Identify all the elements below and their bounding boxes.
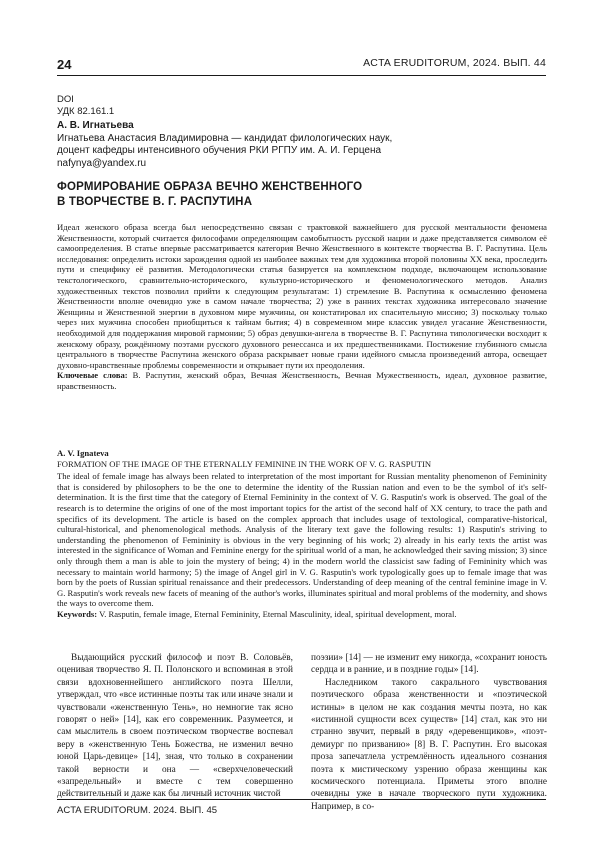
keywords-ru-label: Ключевые слова: [57,370,128,381]
body-column-left [57,652,293,801]
abstract-en [57,448,547,620]
article-title-line1: ФОРМИРОВАНИЕ ОБРАЗА ВЕЧНО ЖЕНСТВЕННОГО [57,181,363,193]
keywords-en: V. Rasputin, female image, Eternal Femininity, Eternal Masculinity, ideal, spiritual development, moral. [97,608,457,619]
abstract-ru-text: Идеал женского образа всегда был непосредственно связан с трактовкой важнейшего для русской ментальности феномена Женственности, который считается философами определяющим самобытность русской нации и даже представляется символом её самоопределения. В статье впервые рассматривается категория Вечно Женственного в контексте творчества В. Г. Распутина. Цель исследования: определить истоки зарождения одной из наиболее важных тем для художника второй половины XX века, проследить пути и специфику её развития. Методологически статья базируется на комплексном подходе, включающем использование текстологического, сравнительно-исторического, культурно-исторического и феноменологического методов. Анализ художественных текстов позволил прийти к следующим результатам: 1) стремление В. Распутина к осмыслению феномена Женственности вполне очевидно уже в самом начале творчества; 2) уже в ранних текстах художника интересовало значение Женщины и Женственной энергии в духовном мире мужчины, он констатировал их спасительную миссию; 3) поскольку только через них мужчина способен приобщиться к тайнам бытия; 4) в современном мире классик увидел угасание Женственности, необходимой для поддержания мировой гармонии; 5) образ девушки-ангела в творчестве В. Г. Распутина типологически восходит к женскому образу, рождённому поэтами русского духовного ренессанса и их предшественниками. Постижение глубинного смысла центрального в творчестве Распутина женского образа раскрывает новые грани идейного смысла произведений автора, освещает духовно-нравственные проблемы современности и открывает пути их преодоления. [57,222,547,370]
keywords-ru: В. Распутин, женский образ, Вечная Женственность, Вечная Мужественность, идеал, духовное развитие, нравственность. [57,370,547,391]
page-footer: ACTA ERUDITORUM. 2024. ВЫП. 45 [57,805,218,816]
doi-label: DOI [57,94,74,105]
en-abstract-text: The ideal of female image has always been related to interpretation of the most important for Russian mentality phenomenon of Femininity that is considered by philosophers to be the one to determine the identity of the Russian nation and even to be the symbol of it's self-determination. It is the first time that the category of Eternal Femininity in the context of V. G. Rasputin's work is observed. The goal of the research is to determine the origins of one of the most important topics for the artist of the second half of XX century, to trace the path and specifics of its development. The article is based on the complex approach that includes usage of textological, comparative-historical, cultural-historical, and phenomenological methods. Analysis of the literary text gave the following results: 1) Rasputin's striving to understanding the phenomenon of Femininity is obvious in the very beginning of his work; 2) already in his early texts the artist was interested in the significance of Woman and Feminine energy for the spiritual world of a man, he acknowledged their saving mission; 3) since only through them a man is able to join the mystery of being; 4) in the modern world the classicist saw fading of Femininity which was necessary to maintain world harmony; 5) the image of Angel girl in V. G. Rasputin's work typologically goes up to female image that was born by the poets of Russian spiritual renaissance and their predecessors. Understanding of deep meaning of the central feminine image in V. G. Rasputin's work reveals new facets of meaning of the author's works, illuminates spiritual and moral problems of the modernity, and shows the ways to overcome them. [57,471,547,609]
author-short-name: А. В. Игнатьева [57,120,134,131]
body-paragraph: поэзии» [14] — не изменит ему никогда, «сохранит юность сердца и в ранние, и в поздние годы» [14]. [311,653,547,676]
article-meta [57,94,114,118]
author-affiliation-line2: доцент кафедры интенсивного обучения РКИ РГПУ им. А. И. Герцена [57,145,382,156]
en-author: A. V. Ignateva [57,448,109,458]
page-number: 24 [57,57,72,72]
en-abstract-body [57,471,547,619]
en-title: FORMATION OF THE IMAGE OF THE ETERNALLY FEMININE IN THE WORK OF V. G. RASPUTIN [57,458,432,469]
article-title-line2: В ТВОРЧЕСТВЕ В. Г. РАСПУТИНА [57,196,253,208]
running-head: ACTA ERUDITORUM, 2024. ВЫП. 44 [363,57,546,69]
footer-rule [57,799,546,800]
author-email[interactable]: nafynya@yandex.ru [57,157,147,169]
body-paragraph: Выдающийся русский философ и поэт В. Соловьёв, оценивая творчество Я. П. Полонского и вспоминая в этой связи вдохновеннейшего английского поэта Шелли, утверждал, что «все истинные поэты так или иначе знали и чувствовали «женственную Тень», но немногие так ясно говорят о ней» [14], как его современник. Разумеется, и сам мыслитель в своем поэтическом творчестве воспевал веру в «женственную Тень Божества, не изменил вечно юной Царь-девице» [14], зная, что только в сохранении такой верности и она — «сверхчеловеческий «запредельный» и вместе с тем совершенно действительный и даже как бы личный источник чистой [57,653,293,800]
article-title [57,180,362,210]
body-column-right [311,652,547,813]
body-paragraph: Наследником такого сакрального чувствования поэтического образа женственности и «поэтической истины» в целом не как создания мечты поэта, но как «истинной сущности всех существ» [14] стал, как это ни странно звучит, первый в ряду «деревенщиков», «поэт-демиург по призванию» [8] В. Г. Распутин. Его высокая проза запечатлела устремлённость идеального сознания поэта к мистическому узрению образа женщины как космического потенциала. Приметы этого вполне очевидны уже в начале творческого пути художника. Например, в со- [311,677,547,812]
header-rule [57,75,546,76]
udk-code: УДК 82.161.1 [57,106,115,117]
author-block [57,120,392,170]
abstract-ru [57,222,547,392]
author-affiliation-line1: Игнатьева Анастасия Владимировна — кандидат филологических наук, [57,132,393,144]
keywords-en-label: Keywords: [57,608,98,619]
